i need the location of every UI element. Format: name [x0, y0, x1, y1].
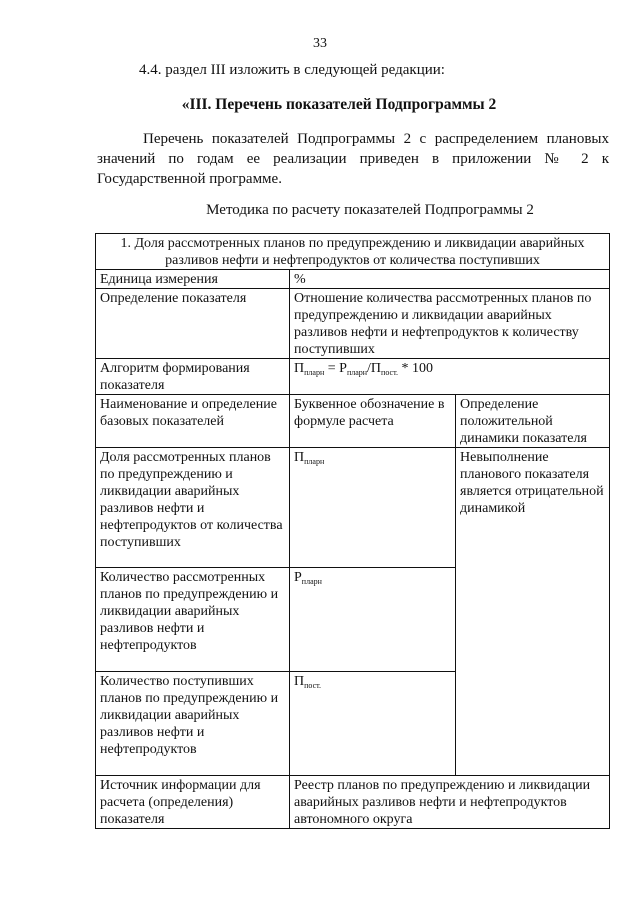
body-paragraph: Перечень показателей Подпрограммы 2 с распределением плановых значений по годам ее реализации приведен в приложении № 2 к Государственной программе.: [97, 131, 609, 187]
col-header-name: Наименование и определение базовых показателей: [96, 395, 290, 448]
base-indicator-name: Количество рассмотренных планов по предупреждению и ликвидации аварийных разливов нефти и нефтепродуктов: [96, 568, 290, 672]
definition-label: Определение показателя: [96, 289, 290, 359]
dynamics-value: Невыполнение планового показателя является отрицательной динамикой: [456, 448, 610, 776]
base-indicator-name: Количество поступивших планов по предупреждению и ликвидации аварийных разливов нефти и нефтепродуктов: [96, 672, 290, 776]
source-value: Реестр планов по предупреждению и ликвидации аварийных разливов нефти и нефтепродуктов автономного округа: [290, 776, 610, 829]
base-indicator-name: Доля рассмотренных планов по предупреждению и ликвидации аварийных разливов нефти и нефтепродуктов от количества поступивших: [96, 448, 290, 568]
algorithm-label: Алгоритм формирования показателя: [96, 359, 290, 395]
section-title: «III. Перечень показателей Подпрограммы 2: [181, 96, 497, 113]
column-headers-row: [96, 395, 610, 448]
source-row: [96, 776, 610, 829]
indicator-title: 1. Доля рассмотренных планов по предупреждению и ликвидации аварийных разливов нефти и нефтепродуктов от количества поступивших: [96, 234, 610, 270]
col-header-dynamics: Определение положительной динамики показателя: [456, 395, 610, 448]
base-indicator-symbol: $П_{пларн}$: [290, 448, 456, 568]
table-caption: Методика по расчету показателей Подпрограммы 2: [206, 202, 534, 218]
algorithm-row: [96, 359, 610, 395]
unit-value: %: [290, 270, 610, 289]
definition-value: Отношение количества рассмотренных планов по предупреждению и ликвидации аварийных разливов нефти и нефтепродуктов к количеству поступивших: [290, 289, 610, 359]
page-number: 33: [313, 36, 327, 51]
col-header-symbol: Буквенное обозначение в формуле расчета: [290, 395, 456, 448]
source-label: Источник информации для расчета (определения) показателя: [96, 776, 290, 829]
table-row: [96, 448, 610, 568]
base-indicator-symbol: $Р_{пларн}$: [290, 568, 456, 672]
definition-row: [96, 289, 610, 359]
methodology-table: [95, 233, 610, 829]
formula: $П_{пларн} = Р_{пларн}/П_{пост.} * 100$: [290, 359, 610, 395]
unit-label: Единица измерения: [96, 270, 290, 289]
table-header-row: [96, 234, 610, 270]
unit-row: [96, 270, 610, 289]
base-indicator-symbol: $П_{пост.}$: [290, 672, 456, 776]
intro-line: 4.4. раздел III изложить в следующей редакции:: [139, 62, 445, 78]
